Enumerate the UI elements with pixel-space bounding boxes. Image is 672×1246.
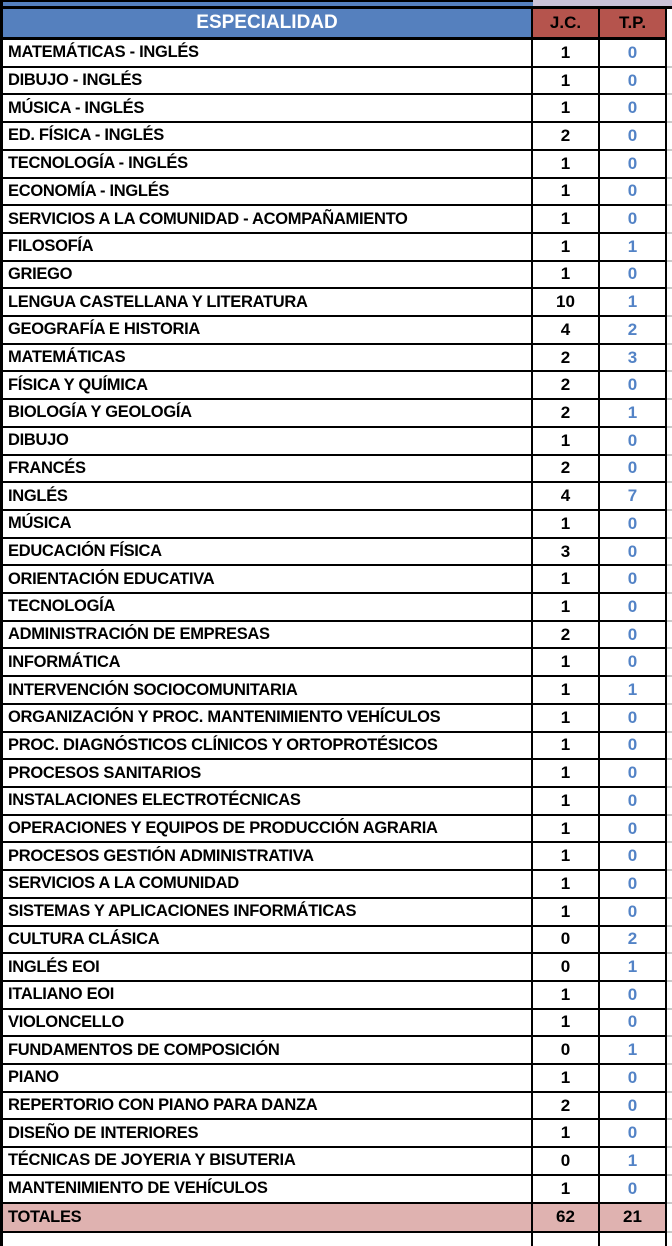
table-row	[0, 40, 672, 68]
tp-value-cell: 0	[600, 871, 667, 899]
specialty-cell: MANTENIMIENTO DE VEHÍCULOS	[0, 1176, 533, 1204]
specialty-cell: SISTEMAS Y APLICACIONES INFORMÁTICAS	[0, 899, 533, 927]
table-row	[0, 511, 672, 539]
right-margin	[667, 1233, 672, 1246]
table-row	[0, 1148, 672, 1176]
specialty-cell: ORIENTACIÓN EDUCATIVA	[0, 566, 533, 594]
right-margin	[667, 705, 672, 733]
table-row	[0, 206, 672, 234]
tp-value-cell: 3	[600, 345, 667, 373]
right-margin	[667, 9, 672, 40]
specialty-cell: SERVICIOS A LA COMUNIDAD - ACOMPAÑAMIENTO	[0, 206, 533, 234]
right-margin	[667, 123, 672, 151]
specialty-cell: MÚSICA - INGLÉS	[0, 95, 533, 123]
jc-value-cell: 4	[533, 483, 600, 511]
right-margin	[667, 1148, 672, 1176]
table-row	[0, 677, 672, 705]
table-body	[0, 40, 672, 1204]
right-margin	[667, 1093, 672, 1121]
tp-value-cell: 0	[600, 456, 667, 484]
table-row	[0, 483, 672, 511]
specialty-cell: MÚSICA	[0, 511, 533, 539]
table-row	[0, 539, 672, 567]
jc-value-cell: 2	[533, 456, 600, 484]
tp-value-cell: 1	[600, 234, 667, 262]
table-row	[0, 733, 672, 761]
specialty-cell: ECONOMÍA - INGLÉS	[0, 179, 533, 207]
tp-value-cell: 0	[600, 816, 667, 844]
right-margin	[667, 843, 672, 871]
tp-value-cell: 0	[600, 95, 667, 123]
table-row	[0, 1065, 672, 1093]
right-margin	[667, 456, 672, 484]
table-row	[0, 788, 672, 816]
jc-value-cell: 1	[533, 40, 600, 68]
jc-value-cell: 1	[533, 428, 600, 456]
table-row	[0, 345, 672, 373]
tp-value-cell: 1	[600, 1037, 667, 1065]
specialty-cell: PIANO	[0, 1065, 533, 1093]
tp-value-cell: 1	[600, 677, 667, 705]
specialty-cell: INGLÉS	[0, 483, 533, 511]
specialty-cell: PROC. DIAGNÓSTICOS CLÍNICOS Y ORTOPROTÉSICOS	[0, 733, 533, 761]
specialty-cell: FÍSICA Y QUÍMICA	[0, 372, 533, 400]
tp-value-cell: 1	[600, 954, 667, 982]
table-row	[0, 954, 672, 982]
tp-value-cell: 0	[600, 262, 667, 290]
jc-value-cell: 0	[533, 927, 600, 955]
specialty-cell: GRIEGO	[0, 262, 533, 290]
column-header-jc: J.C.	[533, 9, 600, 40]
jc-value-cell: 2	[533, 1093, 600, 1121]
jc-value-cell: 1	[533, 788, 600, 816]
specialty-cell: INFORMÁTICA	[0, 649, 533, 677]
jc-value-cell: 4	[533, 317, 600, 345]
right-margin	[667, 428, 672, 456]
table-row	[0, 1176, 672, 1204]
right-margin	[667, 927, 672, 955]
jc-value-cell: 2	[533, 345, 600, 373]
cropped-top-row	[0, 0, 672, 9]
table-row	[0, 179, 672, 207]
tp-value-cell: 7	[600, 483, 667, 511]
table-row	[0, 566, 672, 594]
table-row	[0, 760, 672, 788]
right-margin	[667, 206, 672, 234]
jc-value-cell: 1	[533, 1010, 600, 1038]
tp-value-cell: 0	[600, 1120, 667, 1148]
jc-value-cell: 1	[533, 179, 600, 207]
jc-value-cell: 1	[533, 982, 600, 1010]
table-row	[0, 1093, 672, 1121]
right-margin	[667, 483, 672, 511]
right-margin	[667, 566, 672, 594]
jc-value-cell: 1	[533, 594, 600, 622]
jc-value-cell: 0	[533, 954, 600, 982]
right-margin	[667, 68, 672, 96]
jc-value-cell: 2	[533, 372, 600, 400]
table-row	[0, 927, 672, 955]
tp-value-cell: 0	[600, 151, 667, 179]
cropped-bottom-jc-cell	[533, 1233, 600, 1246]
table-row	[0, 456, 672, 484]
right-margin	[667, 511, 672, 539]
column-header-especialidad: ESPECIALIDAD	[0, 9, 533, 40]
specialty-cell: INGLÉS EOI	[0, 954, 533, 982]
specialty-cell: TECNOLOGÍA - INGLÉS	[0, 151, 533, 179]
specialty-cell: PROCESOS SANITARIOS	[0, 760, 533, 788]
right-margin	[667, 1204, 672, 1233]
tp-value-cell: 2	[600, 927, 667, 955]
table-row	[0, 1037, 672, 1065]
table-row	[0, 317, 672, 345]
jc-value-cell: 1	[533, 151, 600, 179]
totals-label-cell: TOTALES	[0, 1204, 533, 1233]
jc-value-cell: 2	[533, 622, 600, 650]
jc-value-cell: 1	[533, 733, 600, 761]
right-margin	[667, 179, 672, 207]
tp-value-cell: 0	[600, 179, 667, 207]
right-margin	[667, 733, 672, 761]
tp-value-cell: 0	[600, 622, 667, 650]
specialty-cell: ORGANIZACIÓN Y PROC. MANTENIMIENTO VEHÍCULOS	[0, 705, 533, 733]
table-row	[0, 816, 672, 844]
jc-value-cell: 1	[533, 816, 600, 844]
right-margin	[667, 372, 672, 400]
table-row	[0, 594, 672, 622]
tp-value-cell: 0	[600, 843, 667, 871]
jc-value-cell: 1	[533, 511, 600, 539]
jc-value-cell: 2	[533, 400, 600, 428]
table-row	[0, 234, 672, 262]
jc-value-cell: 1	[533, 899, 600, 927]
right-margin	[667, 262, 672, 290]
tp-value-cell: 0	[600, 40, 667, 68]
tp-value-cell: 1	[600, 289, 667, 317]
jc-value-cell: 10	[533, 289, 600, 317]
right-margin	[667, 1065, 672, 1093]
specialty-cell: FUNDAMENTOS DE COMPOSICIÓN	[0, 1037, 533, 1065]
jc-value-cell: 1	[533, 649, 600, 677]
column-header-tp: T.P.	[600, 9, 667, 40]
table-row	[0, 982, 672, 1010]
table-row	[0, 622, 672, 650]
tp-value-cell: 0	[600, 539, 667, 567]
right-margin	[667, 622, 672, 650]
tp-value-cell: 0	[600, 982, 667, 1010]
right-margin	[667, 788, 672, 816]
right-margin	[667, 677, 672, 705]
table-header-row	[0, 9, 672, 40]
right-margin	[667, 345, 672, 373]
jc-value-cell: 1	[533, 1065, 600, 1093]
jc-value-cell: 1	[533, 234, 600, 262]
specialty-cell: BIOLOGÍA Y GEOLOGÍA	[0, 400, 533, 428]
cropped-bottom-row	[0, 1233, 672, 1246]
tp-value-cell: 0	[600, 899, 667, 927]
right-margin	[667, 539, 672, 567]
right-margin	[667, 289, 672, 317]
tp-value-cell: 0	[600, 566, 667, 594]
specialty-cell: DISEÑO DE INTERIORES	[0, 1120, 533, 1148]
tp-value-cell: 0	[600, 594, 667, 622]
specialty-cell: GEOGRAFÍA E HISTORIA	[0, 317, 533, 345]
right-margin	[667, 234, 672, 262]
tp-value-cell: 0	[600, 1010, 667, 1038]
right-margin	[667, 40, 672, 68]
specialty-cell: FILOSOFÍA	[0, 234, 533, 262]
specialty-cell: CULTURA CLÁSICA	[0, 927, 533, 955]
jc-value-cell: 0	[533, 1037, 600, 1065]
tp-value-cell: 0	[600, 1093, 667, 1121]
jc-value-cell: 1	[533, 1176, 600, 1204]
table-row	[0, 428, 672, 456]
jc-value-cell: 1	[533, 262, 600, 290]
right-margin	[667, 982, 672, 1010]
tp-value-cell: 0	[600, 733, 667, 761]
jc-value-cell: 2	[533, 123, 600, 151]
right-margin	[667, 816, 672, 844]
cropped-top-row-left-fill	[0, 0, 533, 9]
tp-value-cell: 0	[600, 788, 667, 816]
tp-value-cell: 0	[600, 372, 667, 400]
specialty-cell: INSTALACIONES ELECTROTÉCNICAS	[0, 788, 533, 816]
right-margin	[667, 1176, 672, 1204]
table-row	[0, 1010, 672, 1038]
right-margin	[667, 954, 672, 982]
jc-value-cell: 3	[533, 539, 600, 567]
table-row	[0, 1120, 672, 1148]
table-row	[0, 95, 672, 123]
specialty-cell: OPERACIONES Y EQUIPOS DE PRODUCCIÓN AGRARIA	[0, 816, 533, 844]
specialty-cell: INTERVENCIÓN SOCIOCOMUNITARIA	[0, 677, 533, 705]
cropped-top-row-right-fill	[533, 0, 672, 9]
table-row	[0, 705, 672, 733]
jc-value-cell: 1	[533, 705, 600, 733]
table-row	[0, 151, 672, 179]
tp-value-cell: 1	[600, 1148, 667, 1176]
tp-value-cell: 0	[600, 123, 667, 151]
tp-value-cell: 0	[600, 705, 667, 733]
right-margin	[667, 400, 672, 428]
right-margin	[667, 317, 672, 345]
specialty-cell: TECNOLOGÍA	[0, 594, 533, 622]
specialty-cell: ADMINISTRACIÓN DE EMPRESAS	[0, 622, 533, 650]
jc-value-cell: 1	[533, 760, 600, 788]
specialty-cell: DIBUJO - INGLÉS	[0, 68, 533, 96]
specialty-cell: DIBUJO	[0, 428, 533, 456]
tp-value-cell: 0	[600, 206, 667, 234]
jc-value-cell: 1	[533, 68, 600, 96]
tp-value-cell: 0	[600, 428, 667, 456]
table-row	[0, 400, 672, 428]
specialty-cell: TÉCNICAS DE JOYERIA Y BISUTERIA	[0, 1148, 533, 1176]
tp-value-cell: 0	[600, 68, 667, 96]
table-row	[0, 871, 672, 899]
tp-value-cell: 0	[600, 649, 667, 677]
cropped-bottom-tp-cell	[600, 1233, 667, 1246]
jc-value-cell: 1	[533, 566, 600, 594]
totals-tp-cell: 21	[600, 1204, 667, 1233]
table-row	[0, 289, 672, 317]
jc-value-cell: 1	[533, 677, 600, 705]
tp-value-cell: 0	[600, 1176, 667, 1204]
jc-value-cell: 1	[533, 871, 600, 899]
totals-row	[0, 1204, 672, 1233]
right-margin	[667, 899, 672, 927]
specialty-cell: ED. FÍSICA - INGLÉS	[0, 123, 533, 151]
specialty-cell: REPERTORIO CON PIANO PARA DANZA	[0, 1093, 533, 1121]
jc-value-cell: 1	[533, 95, 600, 123]
right-margin	[667, 760, 672, 788]
jc-value-cell: 1	[533, 206, 600, 234]
jc-value-cell: 1	[533, 843, 600, 871]
tp-value-cell: 0	[600, 511, 667, 539]
specialty-cell: SERVICIOS A LA COMUNIDAD	[0, 871, 533, 899]
table-row	[0, 68, 672, 96]
table-row	[0, 899, 672, 927]
right-margin	[667, 649, 672, 677]
specialty-cell: LENGUA CASTELLANA Y LITERATURA	[0, 289, 533, 317]
tp-value-cell: 0	[600, 1065, 667, 1093]
specialty-cell: VIOLONCELLO	[0, 1010, 533, 1038]
table-row	[0, 372, 672, 400]
tp-value-cell: 2	[600, 317, 667, 345]
table-row	[0, 649, 672, 677]
specialty-cell: FRANCÉS	[0, 456, 533, 484]
totals-jc-cell: 62	[533, 1204, 600, 1233]
jc-value-cell: 0	[533, 1148, 600, 1176]
right-margin	[667, 1120, 672, 1148]
specialty-cell: MATEMÁTICAS	[0, 345, 533, 373]
table-row	[0, 843, 672, 871]
table-row	[0, 262, 672, 290]
cropped-bottom-name-cell	[0, 1233, 533, 1246]
specialty-cell: EDUCACIÓN FÍSICA	[0, 539, 533, 567]
right-margin	[667, 1037, 672, 1065]
right-margin	[667, 871, 672, 899]
specialty-cell: MATEMÁTICAS - INGLÉS	[0, 40, 533, 68]
right-margin	[667, 1010, 672, 1038]
tp-value-cell: 1	[600, 400, 667, 428]
jc-value-cell: 1	[533, 1120, 600, 1148]
tp-value-cell: 0	[600, 760, 667, 788]
right-margin	[667, 95, 672, 123]
specialty-cell: PROCESOS GESTIÓN ADMINISTRATIVA	[0, 843, 533, 871]
right-margin	[667, 594, 672, 622]
specialty-cell: ITALIANO EOI	[0, 982, 533, 1010]
right-margin	[667, 151, 672, 179]
table-row	[0, 123, 672, 151]
